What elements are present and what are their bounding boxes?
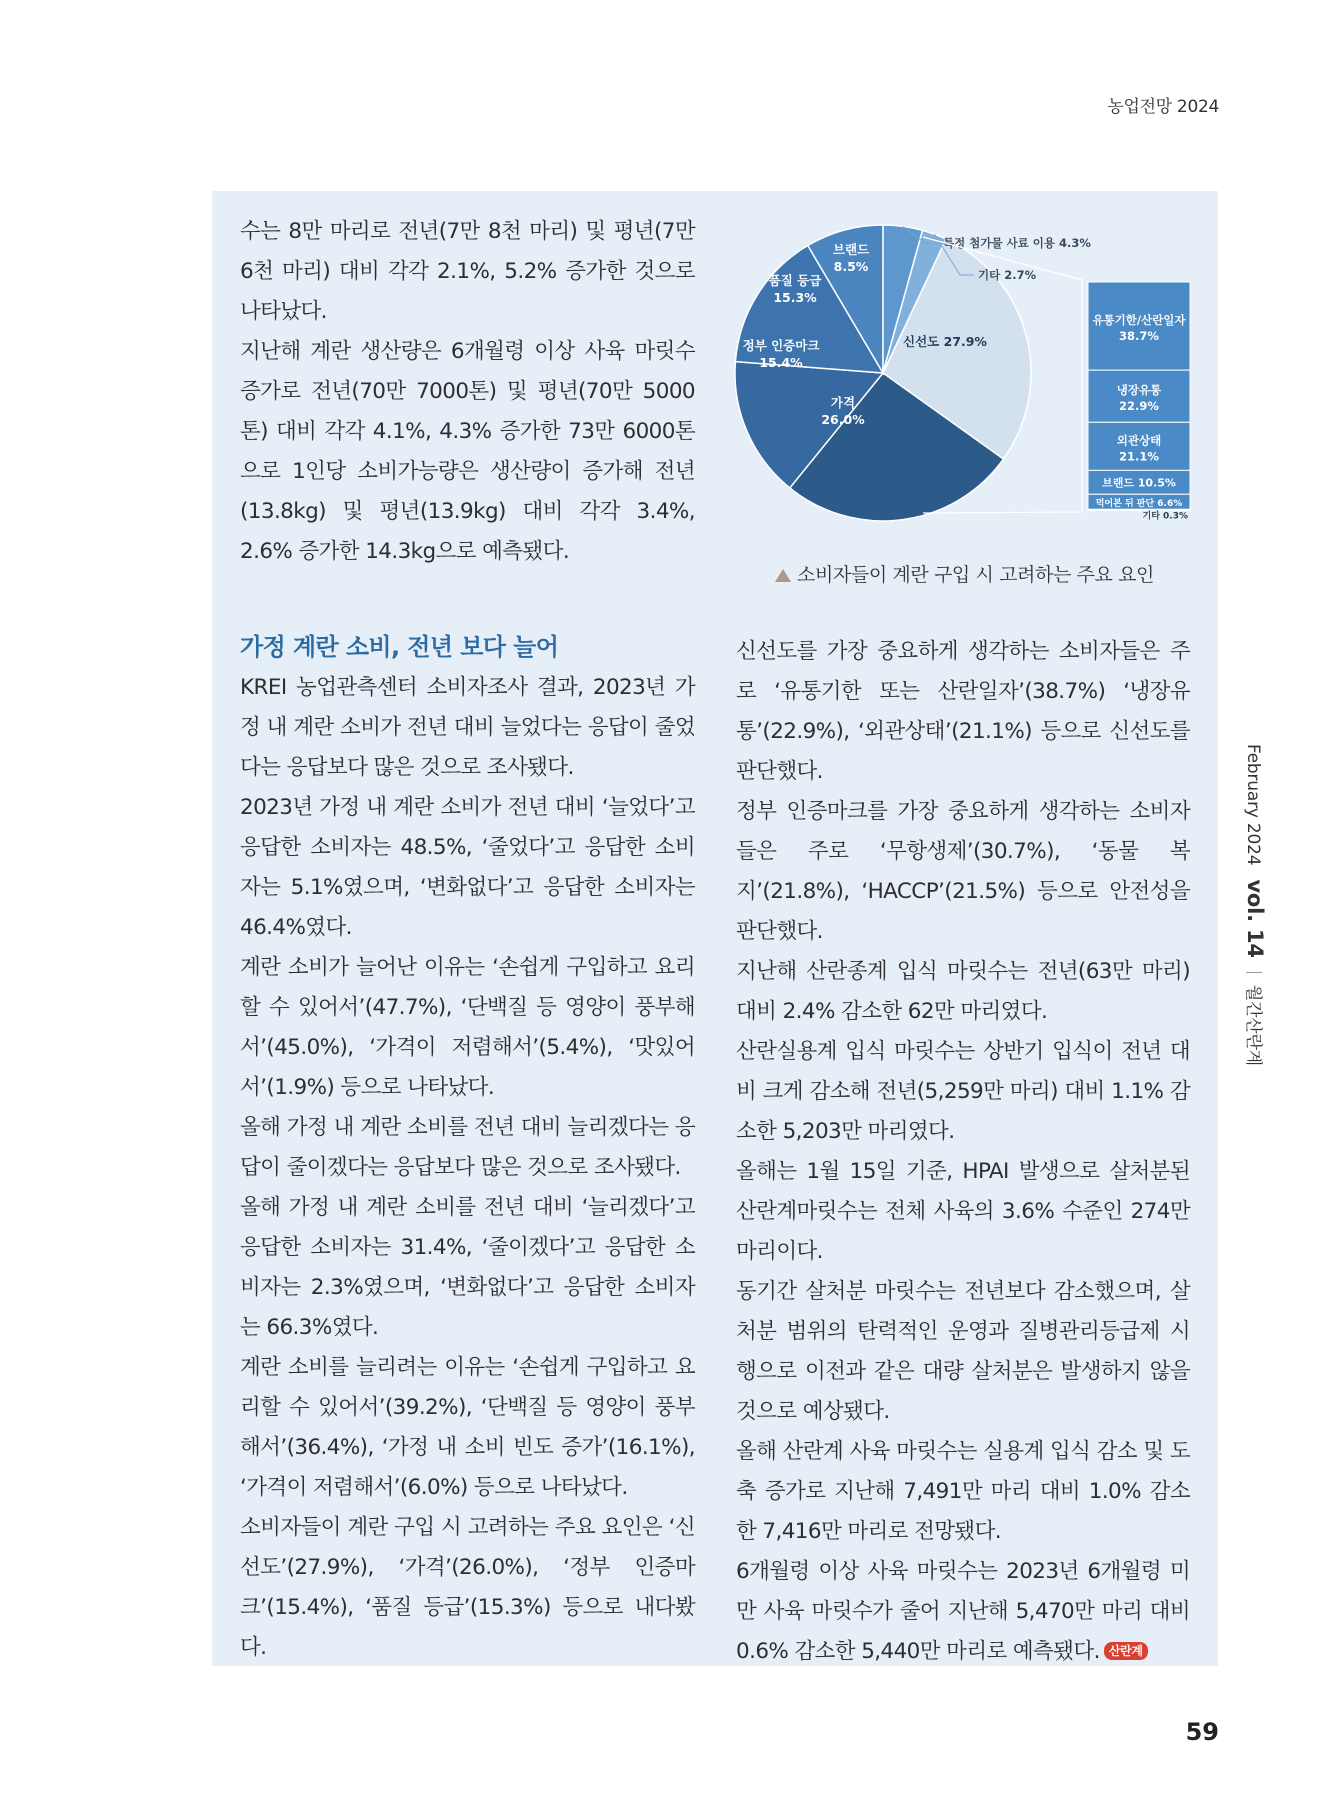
intro-text [240, 212, 695, 572]
callout-label: 기타 2.7% [978, 268, 1037, 282]
pie-slice-label: 품질 등급 15.3% [768, 273, 822, 305]
paragraph: 산란실용계 입식 마릿수는 상반기 입식이 전년 대비 크게 감소해 전년(5,259만 마리) 대비 1.1% 감소한 5,203만 마리였다. [736, 1039, 1190, 1144]
paragraph: KREI 농업관측센터 소비자조사 결과, 2023년 가정 내 계란 소비가 전년 대비 늘었다는 응답이 줄었다는 응답보다 많은 것으로 조사됐다. [240, 675, 695, 780]
breakdown-label: 기타 0.3% [1142, 511, 1188, 522]
issue-month: February 2024 [1243, 744, 1263, 866]
callout-label: 특정 첨가물 사료 이용 4.3% [943, 236, 1091, 250]
paragraph: 계란 소비를 늘리려는 이유는 ‘손쉽게 구입하고 요리할 수 있어서’(39.2%), ‘단백질 등 영양이 풍부해서’(36.4%), ‘가정 내 소비 빈도 증가’(16.1%), ‘가격이 저렴해서’(6.0%) 등으로 나타났다. [240, 1355, 695, 1500]
pie-slice-label: 정부 인증마크 15.4% [742, 338, 820, 370]
page-number: 59 [1185, 1718, 1219, 1746]
issue-volume: vol. 14 [1243, 879, 1267, 958]
pie-slice-label: 가격 26.0% [821, 395, 865, 427]
paragraph: 올해는 1월 15일 기준, HPAI 발생으로 살처분된 산란계마릿수는 전체 사육의 3.6% 수준인 274만 마리이다. [736, 1159, 1190, 1264]
paragraph: 정부 인증마크를 가장 중요하게 생각하는 소비자들은 주로 ‘무항생제’(30.7%), ‘동물 복지’(21.8%), ‘HACCP’(21.5%) 등으로 안전성을 판단했다. [736, 799, 1190, 944]
paragraph: 동기간 살처분 마릿수는 전년보다 감소했으며, 살처분 범위의 탄력적인 운영과 질병관리등급제 시행으로 이전과 같은 대량 살처분은 발생하지 않을 것으로 예상됐다. [736, 1279, 1190, 1424]
divider [1246, 972, 1262, 973]
paragraph: 신선도를 가장 중요하게 생각하는 소비자들은 주로 ‘유통기한 또는 산란일자’(38.7%) ‘냉장유통’(22.9%), ‘외관상태’(21.1%) 등으로 신선도를 판단했다. [736, 639, 1190, 784]
breakdown-label: 유통기한/산란일자 38.7% [1092, 313, 1186, 344]
pie-slice-label: 신선도 27.9% [903, 334, 987, 349]
breakdown-segment [1088, 509, 1190, 510]
magazine-name: 월간산란계 [1243, 984, 1263, 1066]
breakdown-label: 먹어본 뒤 판단 6.6% [1095, 498, 1183, 509]
right-column-text [736, 632, 1190, 1672]
triangle-icon [775, 569, 791, 582]
breakdown-label: 냉장유통 22.9% [1116, 383, 1162, 414]
paragraph: 수는 8만 마리로 전년(7만 8천 마리) 및 평년(7만 6천 마리) 대비 각각 2.1%, 5.2% 증가한 것으로 나타났다. [240, 219, 695, 324]
factors-pie-chart [733, 210, 1199, 570]
magazine-badge: 산란계 [1104, 1642, 1148, 1660]
paragraph: 지난해 산란종계 입식 마릿수는 전년(63만 마리) 대비 2.4% 감소한 62만 마리였다. [736, 959, 1190, 1024]
paragraph: 지난해 계란 생산량은 6개월령 이상 사육 마릿수 증가로 전년(70만 7000톤) 및 평년(70만 5000톤) 대비 각각 4.1%, 4.3% 증가한 73만 6000톤으로 1인당 소비가능량은 생산량이 증가해 전년(13.8kg) 및 평년(13.9kg) 대비 각각 3.4%, 2.6% 증가한 14.3kg으로 예측됐다. [240, 339, 695, 564]
chart-caption: 소비자들이 계란 구입 시 고려하는 주요 요인 [775, 560, 1154, 587]
paragraph: 6개월령 이상 사육 마릿수는 2023년 6개월령 미만 사육 마릿수가 줄어 지난해 5,470만 마리 대비 0.6% 감소한 5,440만 마리로 예측됐다. 산란계 [736, 1559, 1190, 1664]
paragraph: 계란 소비가 늘어난 이유는 ‘손쉽게 구입하고 요리할 수 있어서’(47.7%), ‘단백질 등 영양이 풍부해서’(45.0%), ‘가격이 저렴해서’(5.4%), ‘맛있어서’(1.9%) 등으로 나타났다. [240, 955, 695, 1100]
paragraph: 소비자들이 계란 구입 시 고려하는 주요 요인은 ‘신선도’(27.9%), ‘가격’(26.0%), ‘정부 인증마크’(15.4%), ‘품질 등급’(15.3%) 등으로 내다봤다. [240, 1515, 695, 1660]
publication-title: 농업전망 2024 [1107, 97, 1219, 117]
paragraph: 올해 산란계 사육 마릿수는 실용계 입식 감소 및 도축 증가로 지난해 7,491만 마리 대비 1.0% 감소한 7,416만 마리로 전망됐다. [736, 1439, 1190, 1544]
breakdown-label: 브랜드 10.5% [1102, 476, 1176, 490]
paragraph: 올해 가정 내 계란 소비를 전년 대비 ‘늘리겠다’고 응답한 소비자는 31.4%, ‘줄이겠다’고 응답한 소비자는 2.3%였으며, ‘변화없다’고 응답한 소비자는 66.3%였다. [240, 1195, 695, 1340]
pie-slice-label: 브랜드 8.5% [832, 242, 870, 274]
paragraph: 2023년 가정 내 계란 소비가 전년 대비 ‘늘었다’고 응답한 소비자는 48.5%, ‘줄었다’고 응답한 소비자는 5.1%였으며, ‘변화없다’고 응답한 소비자는 46.4%였다. [240, 795, 695, 940]
left-column-text [240, 668, 695, 1668]
side-label [1243, 744, 1268, 1066]
paragraph: 올해 가정 내 계란 소비를 전년 대비 늘리겠다는 응답이 줄이겠다는 응답보다 많은 것으로 조사됐다. [240, 1115, 695, 1180]
breakdown-label: 외관상태 21.1% [1116, 433, 1162, 464]
section-heading: 가정 계란 소비, 전년 보다 늘어 [240, 633, 559, 661]
